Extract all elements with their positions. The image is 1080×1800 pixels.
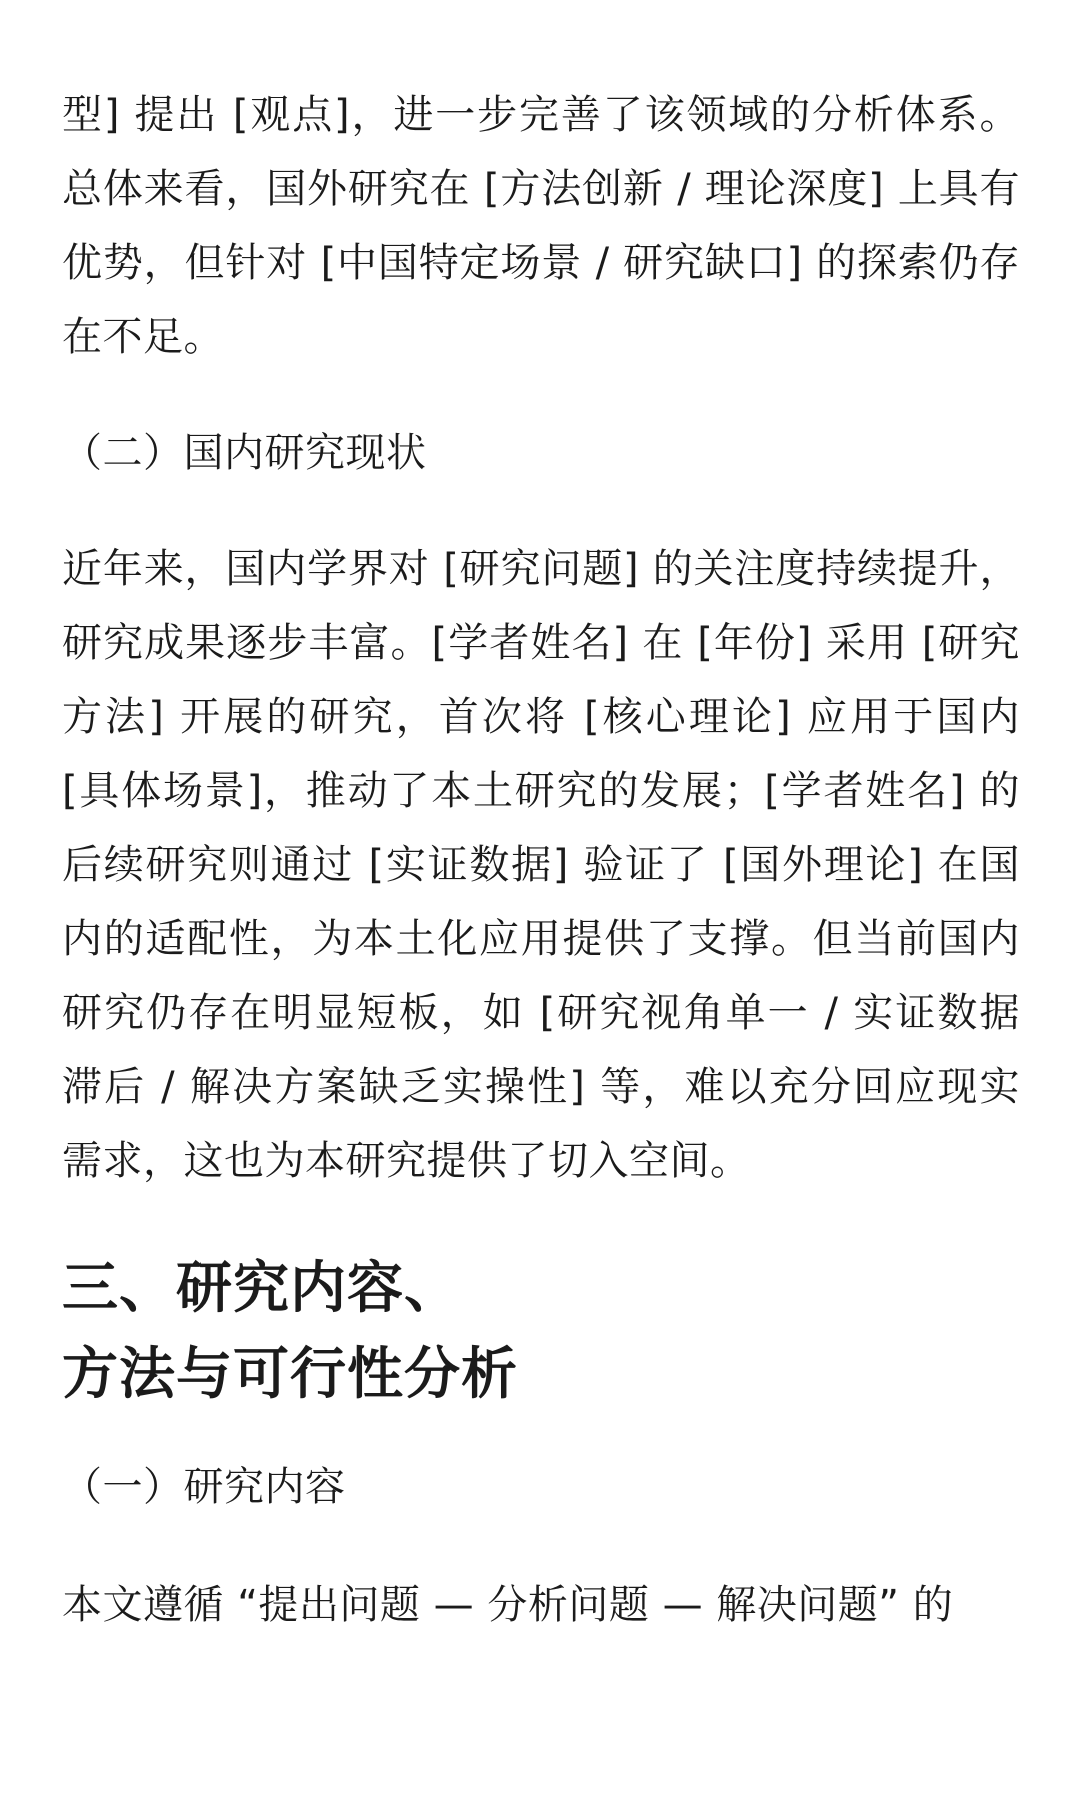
section-heading-research-content-methods [62,1246,1020,1418]
paragraph-foreign-research-tail: 型] 提出 [观点]，进一步完善了该领域的分析体系。总体来看，国外研究在 [方法创新 / 理论深度] 上具有优势，但针对 [中国特定场景 / 研究缺口] 的探索仍存在不足。 [62,92,1020,360]
subheading-research-content: （一）研究内容 [62,1464,346,1510]
paragraph-domestic-research: 近年来，国内学界对 [研究问题] 的关注度持续提升，研究成果逐步丰富。[学者姓名] 在 [年份] 采用 [研究方法] 开展的研究，首次将 [核心理论] 应用于国内 [具体场景]，推动了本土研究的发展；[学者姓名] 的后续研究则通过 [实证数据] 验证了 [国外理论] 在国内的适配性，为本土化应用提供了支撑。但当前国内研究仍存在明显短板，如 [研究视角单一 / 实证数据滞后 / 解决方案缺乏实操性] 等，难以充分回应现实需求，这也为本研究提供了切入空间。 [62,546,1020,1184]
section-heading-line-2: 方法与可行性分析 [62,1342,518,1407]
subheading-domestic-research-status: （二）国内研究现状 [62,430,427,476]
paragraph-research-content-intro: 本文遵循 “提出问题 — 分析问题 — 解决问题” 的 [62,1582,954,1628]
section-heading-line-1: 三、研究内容、 [62,1256,461,1321]
